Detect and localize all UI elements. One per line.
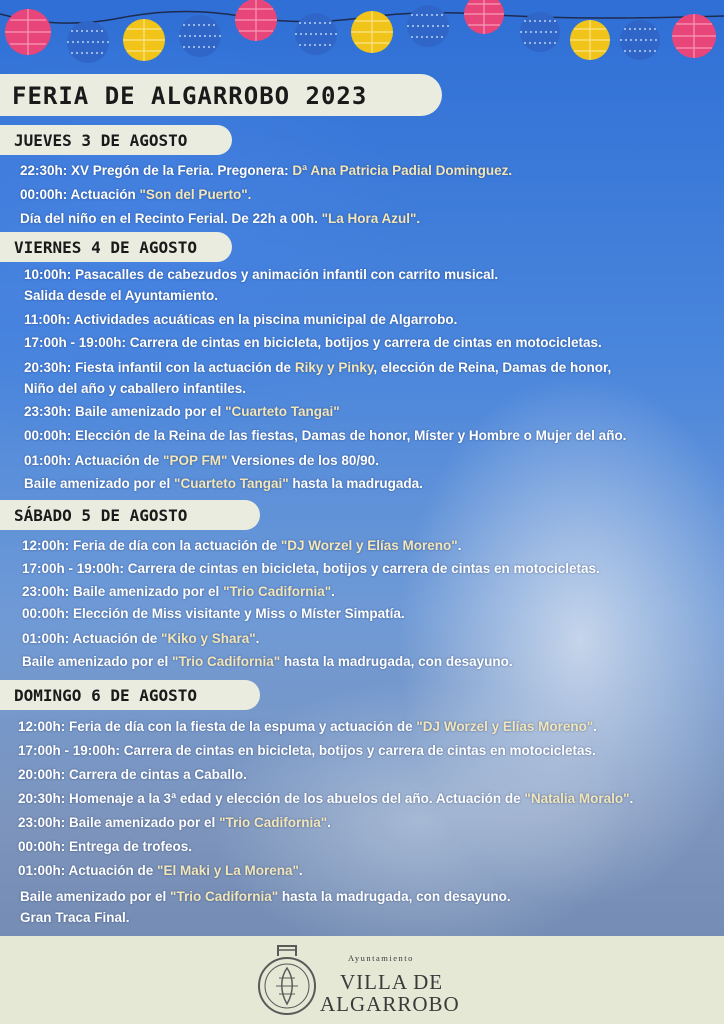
event-line [20, 211, 420, 226]
event-line [24, 267, 498, 282]
highlighted-name: "Trio Cadifornia" [170, 889, 279, 904]
highlighted-name: Dª Ana Patricia Padial Dominguez. [292, 163, 513, 178]
day-label: SÁBADO 5 DE AGOSTO [14, 506, 188, 525]
highlighted-name: "La Hora Azul". [321, 211, 421, 226]
day-header-jueves [0, 125, 232, 155]
event-line [18, 815, 331, 830]
event-text: . [331, 584, 335, 599]
lantern-pink-icon [672, 14, 716, 58]
event-text: . [593, 719, 598, 734]
event-line [24, 288, 218, 303]
event-text: 01:00h: Actuación de [24, 453, 164, 468]
highlighted-name: "Kiko y Shara" [161, 631, 256, 646]
title-banner [0, 74, 442, 116]
lantern-garland [0, 0, 724, 70]
event-text: 00:00h: Actuación [20, 187, 140, 202]
highlighted-name: "Trio Cadifornia" [219, 815, 328, 830]
event-text: 12:00h: Feria de día con la actuación de [22, 538, 281, 553]
event-text: Baile amenizado por el [20, 889, 171, 904]
lantern-pink-icon [235, 0, 277, 41]
event-text: Baile amenizado por el [24, 476, 175, 491]
event-line [20, 889, 511, 904]
day-header-domingo [0, 680, 260, 710]
event-line [18, 839, 192, 854]
event-text: 00:00h: Elección de Miss visitante y Miss o Míster Simpatía. [22, 606, 405, 621]
event-text: Niño del año y caballero infantiles. [24, 381, 247, 396]
event-text: 20:30h: Fiesta infantil con la actuación de [24, 360, 295, 375]
event-text: 01:00h: Actuación de [18, 863, 158, 878]
day-header-viernes [0, 232, 232, 262]
highlighted-name: "Cuarteto Tangai" [174, 476, 289, 491]
day-label: VIERNES 4 DE AGOSTO [14, 238, 198, 257]
event-line [20, 187, 251, 202]
day-label: DOMINGO 6 DE AGOSTO [14, 686, 198, 705]
event-text: 00:00h: Entrega de trofeos. [18, 839, 193, 854]
event-text: Versiones de los 80/90. [227, 453, 379, 468]
event-text: Día del niño en el Recinto Ferial. De 22h a 00h. [20, 211, 322, 226]
highlighted-name: "Trio Cadifornia" [223, 584, 332, 599]
lantern-blue-icon [179, 15, 221, 57]
event-text: hasta la madrugada, con desayuno. [280, 654, 513, 669]
event-line [24, 312, 457, 327]
event-text: 11:00h: Actividades acuáticas en la piscina municipal de Algarrobo. [24, 312, 458, 327]
lantern-pink-icon [464, 0, 504, 34]
event-line [20, 910, 130, 925]
event-text: . [298, 863, 303, 878]
event-text: 17:00h - 19:00h: Carrera de cintas en bicicleta, botijos y carrera de cintas en motocicletas. [24, 335, 602, 350]
event-line [22, 538, 461, 553]
event-text: . [327, 815, 331, 830]
footer-band [0, 936, 724, 1024]
event-text: hasta la madrugada, con desayuno. [278, 889, 511, 904]
event-line [18, 863, 303, 878]
day-label: JUEVES 3 DE AGOSTO [14, 131, 188, 150]
highlighted-name: "Trio Cadifornia" [172, 654, 281, 669]
event-text: Baile amenizado por el [22, 654, 173, 669]
lantern-yellow-icon [351, 11, 393, 53]
highlighted-name: Riky y Pinky [294, 360, 374, 375]
event-line [22, 606, 405, 621]
highlighted-name: "Cuarteto Tangai" [225, 404, 340, 419]
event-text: 17:00h - 19:00h: Carrera de cintas en bicicleta, botijos y carrera de cintas en motocicletas. [22, 561, 600, 576]
footer-algarrobo: ALGARROBO [320, 992, 460, 1016]
event-line [18, 719, 597, 734]
highlighted-name: "POP FM" [163, 453, 228, 468]
event-line [24, 428, 626, 443]
event-text: 22:30h: XV Pregón de la Feria. Pregonera: [20, 163, 293, 178]
event-line [20, 163, 512, 178]
event-text: . [457, 538, 462, 553]
lantern-yellow-icon [570, 20, 610, 60]
lantern-blue-icon [407, 5, 449, 47]
event-text: 01:00h: Actuación de [22, 631, 162, 646]
lantern-blue-icon [620, 20, 660, 60]
lantern-yellow-icon [123, 19, 165, 61]
event-text: 10:00h: Pasacalles de cabezudos y animación infantil con carrito musical. [24, 267, 499, 282]
event-line [24, 476, 423, 491]
event-text: Gran Traca Final. [20, 910, 130, 925]
lantern-blue-icon [67, 21, 109, 63]
event-text: 20:00h: Carrera de cintas a Caballo. [18, 767, 247, 782]
event-text: . [629, 791, 634, 806]
event-line [24, 360, 611, 375]
event-text: . [255, 631, 260, 646]
event-text: 23:00h: Baile amenizado por el [22, 584, 224, 599]
event-text: hasta la madrugada. [288, 476, 423, 491]
event-text: 12:00h: Feria de día con la fiesta de la espuma y actuación de [18, 719, 417, 734]
municipal-seal-icon [256, 942, 318, 1020]
highlighted-name: "Natalia Moralo" [524, 791, 630, 806]
event-text: , elección de Reina, Damas de honor, [373, 360, 612, 375]
event-line [22, 631, 259, 646]
event-text: Salida desde el Ayuntamiento. [24, 288, 219, 303]
event-text: 00:00h: Elección de la Reina de las fiestas, Damas de honor, Míster y Hombre o Mujer del año. [24, 428, 627, 443]
footer-ayuntamiento: Ayuntamiento [348, 953, 414, 963]
highlighted-name: "DJ Worzel y Elías Moreno" [280, 538, 458, 553]
poster-title: FERIA DE ALGARROBO 2023 [12, 82, 368, 110]
highlighted-name: "Son del Puerto". [139, 187, 252, 202]
event-line [22, 561, 600, 576]
event-line [18, 767, 247, 782]
event-text: 20:30h: Homenaje a la 3ª edad y elección de los abuelos del año. Actuación de [18, 791, 525, 806]
event-line [18, 791, 633, 806]
day-header-sabado [0, 500, 260, 530]
lantern-blue-icon [520, 12, 560, 52]
footer-villa-de: VILLA DE [340, 970, 444, 994]
event-line [22, 584, 335, 599]
lantern-pink-icon [5, 9, 51, 55]
event-line [24, 404, 340, 419]
highlighted-name: "El Maki y La Morena" [157, 863, 299, 878]
lantern-blue-icon [295, 13, 337, 55]
event-text: 23:00h: Baile amenizado por el [18, 815, 220, 830]
event-line [24, 453, 379, 468]
event-line [24, 381, 246, 396]
event-text: 23:30h: Baile amenizado por el [24, 404, 226, 419]
highlighted-name: "DJ Worzel y Elías Moreno" [416, 719, 594, 734]
event-line [22, 654, 513, 669]
event-line [18, 743, 596, 758]
event-line [24, 335, 602, 350]
event-text: 17:00h - 19:00h: Carrera de cintas en bicicleta, botijos y carrera de cintas en motocicletas. [18, 743, 596, 758]
